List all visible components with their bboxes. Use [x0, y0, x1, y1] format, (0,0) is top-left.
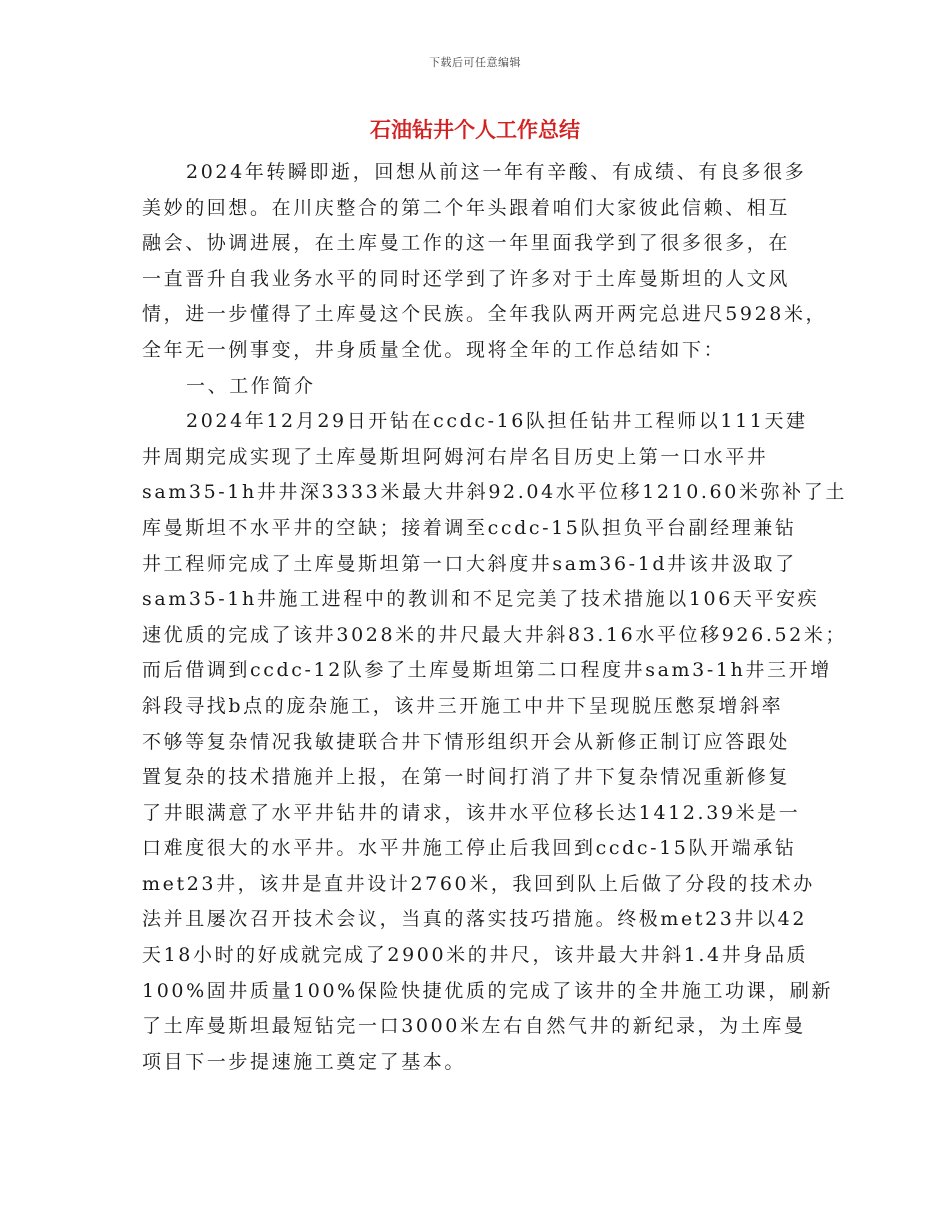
paragraph-line: 斜段寻找b点的庞杂施工，该井三开施工中井下呈现脱压憋泵增斜率 [142, 694, 784, 717]
paragraph-line: 一直晋升自我业务水平的同时还学到了许多对于土库曼斯坦的人文风 [142, 267, 791, 290]
document-title: 石油钻井个人工作总结 [370, 118, 580, 142]
paragraph-line: 速优质的完成了该井3028米的井尺最大井斜83.16水平位移926.52米； [142, 623, 848, 646]
paragraph-line: 了井眼满意了水平井钻井的请求，该井水平位移长达1412.39米是一 [142, 801, 801, 824]
paragraph-line: 天18小时的好成就完成了2900米的井尺，该井最大井斜1.4井身品质 [142, 944, 809, 967]
paragraph-line: 情，进一步懂得了土库曼这个民族。全年我队两开两完总进尺5928米， [142, 303, 828, 326]
download-note: 下载后可任意编辑 [429, 56, 521, 69]
paragraph-line: 井工程师完成了土库曼斯坦第一口大斜度井sam36-1d井该井汲取了 [142, 552, 797, 575]
paragraph-line: 口难度很大的水平井。水平井施工停止后我回到ccdc-15队开端承钻 [142, 837, 797, 860]
paragraph-line: 而后借调到ccdc-12队参了土库曼斯坦第二口程度井sam3-1h井三开增 [142, 659, 832, 682]
paragraph-line: 井周期完成实现了土库曼斯坦阿姆河右岸名目历史上第一口水平井 [142, 445, 769, 468]
paragraph-line: 2024年12月29日开钻在ccdc-16队担任钻井工程师以111天建 [186, 410, 808, 433]
paragraph-line: 了土库曼斯坦最短钻完一口3000米左右自然气井的新纪录，为土库曼 [142, 1015, 806, 1038]
paragraph-line: 置复杂的技术措施并上报，在第一时间打消了井下复杂情况重新修复 [142, 766, 791, 789]
paragraph-line: 不够等复杂情况我敏捷联合井下情形组织开会从新修正制订应答跟处 [142, 730, 791, 753]
paragraph-line: met23井，该井是直井设计2760米，我回到队上后做了分段的技术办 [142, 872, 815, 895]
paragraph-line: 2024年转瞬即逝，回想从前这一年有辛酸、有成绩、有良多很多 [186, 161, 807, 183]
paragraph-line: 全年无一例事变，井身质量全优。现将全年的工作总结如下： [142, 338, 726, 361]
paragraph-line: 100%固井质量100%保险快捷优质的完成了该井的全井施工功课，刷新 [142, 979, 834, 1002]
paragraph-line: 库曼斯坦不水平井的空缺；接着调至ccdc-15队担负平台副经理兼钻 [142, 516, 797, 539]
paragraph-line: 美妙的回想。在川庆整合的第二个年头跟着咱们大家彼此信赖、相互 [142, 196, 791, 219]
section-heading: 一、工作简介 [186, 374, 316, 397]
paragraph-line: 融会、协调进展，在土库曼工作的这一年里面我学到了很多很多，在 [142, 232, 791, 255]
paragraph-line: sam35-1h井施工进程中的教训和不足完美了技术措施以106天平安疾 [142, 588, 820, 611]
document-body [142, 155, 848, 1080]
paragraph-line: 项目下一步提速施工奠定了基本。 [142, 1050, 467, 1073]
paragraph-line: sam35-1h井井深3333米最大井斜92.04水平位移1210.60米弥补了土 [142, 481, 847, 504]
paragraph-line: 法并且屡次召开技术会议，当真的落实技巧措施。终极met23井以42 [142, 908, 808, 931]
